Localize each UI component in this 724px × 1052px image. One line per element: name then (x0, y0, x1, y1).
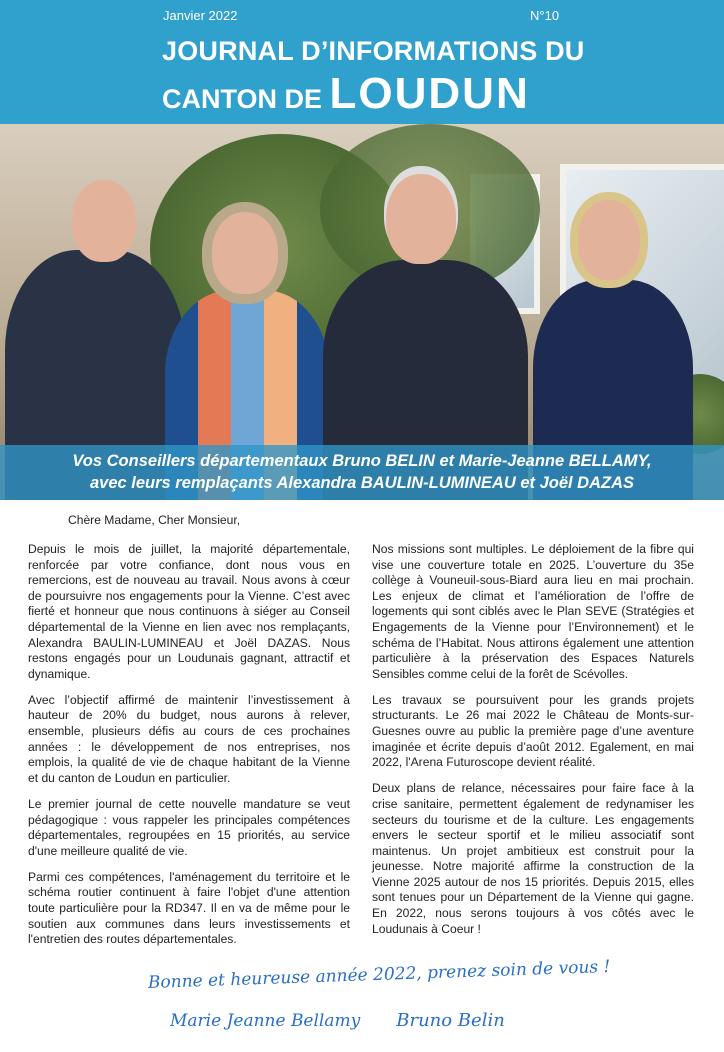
signatures (170, 1010, 724, 1032)
title-prefix: CANTON DE (162, 84, 330, 114)
letter-body (0, 512, 724, 1052)
photo-caption (0, 445, 724, 500)
issue-date: Janvier 2022 (163, 8, 238, 23)
caption-line1: Vos Conseillers départementaux Bruno BELIN et Marie-Jeanne BELLAMY, (72, 452, 652, 470)
title-loudun: LOUDUN (329, 69, 530, 118)
handwritten-wish: Bonne et heureuse année 2022, prenez soin de vous ! (147, 957, 611, 994)
issue-number: N°10 (530, 8, 560, 23)
paragraph: Deux plans de relance, nécessaires pour faire face à la crise sanitaire, permettent également de redynamiser les secteurs du tourisme et de la culture. Les engagements envers le secteur sportif et le milieu associatif sont maintenus. Un projet ambitieux est construit pour la jeunesse. Notre majorité affirme la construction de la Vienne 2025 autour de nos 15 priorités. Depuis 2015, elles sont tenues pour un Département de la Vienne qui gagne. En 2022, nous serons toujours à vos côtés avec le Loudunais à Coeur ! (372, 781, 694, 936)
journal-title-line1: JOURNAL D’INFORMATIONS DU (162, 36, 585, 66)
group-photo (0, 124, 724, 500)
paragraph: Le premier journal de cette nouvelle mandature se veut pédagogique : vous rappeler les principales compétences départementales, regroupées en 15 priorités, au service d'une meilleure qualité de vie. (28, 796, 350, 858)
paragraph: Avec l’objectif affirmé de maintenir l’investissement à hauteur de 20% du budget, nous aurons à relever, ensemble, plusieurs défis au cours de ces prochaines années : le développement de nos entreprises, nos emplois, la qualité de vie de chaque habitant de la Vienne et du canton de Loudun en particulier. (28, 692, 350, 785)
right-column (372, 542, 694, 948)
caption-line2: avec leurs remplaçants Alexandra BAULIN-LUMINEAU et Joël DAZAS (89, 474, 635, 492)
signature-belin: Bruno Belin (396, 1010, 505, 1032)
paragraph: Depuis le mois de juillet, la majorité départementale, renforcée par votre confiance, dont nous vous en remercions, est de nouveau au travail. Nous avons à cœur de poursuivre nos engagements pour la Vienne. C’est avec fierté et honneur que nous continuons à siéger au Conseil départemental de la Vienne en lien avec nos remplaçants, Alexandra BAULIN-LUMINEAU et Joël DAZAS. Nous restons engagés pour un Loudunais gagnant, attractif et dynamique. (28, 542, 350, 681)
journal-title-line2 (162, 70, 530, 120)
paragraph: Parmi ces compétences, l'aménagement du territoire et le schéma routier continuent à faire l'objet d'une attention toute particulière pour la RD347. Il en va de même pour le soutien aux communes dans leurs investissements et l'entretien des routes départementales. (28, 869, 350, 947)
paragraph: Les travaux se poursuivent pour les grands projets structurants. Le 26 mai 2022 le Château de Monts-sur-Guesnes ouvre au public la première page d’une aventure imaginée et écrite depuis d’août 2012. Egalement, en mai 2022, l'Arena Futuroscope devient réalité. (372, 692, 694, 770)
paragraph: Nos missions sont multiples. Le déploiement de la fibre qui vise une couverture totale en 2025. L’ouverture du 35e collège à Vouneuil-sous-Biard aura lieu en mai prochain. Les enjeux de climat et l’amélioration de l’offre de logements qui sont ciblés avec le Plan SEVE (Stratégies et Engagements de la Vienne pour l’Environnement) et le schéma de l’Habitat. Nous attirons également une attention particulière à la préservation des Espaces Naturels Sensibles comme celui de la forêt de Scévolles. (372, 542, 694, 681)
signature-bellamy: Marie Jeanne Bellamy (170, 1011, 361, 1032)
left-column (28, 542, 350, 958)
masthead (0, 0, 724, 124)
greeting: Chère Madame, Cher Monsieur, (68, 513, 241, 527)
columns (28, 542, 724, 958)
